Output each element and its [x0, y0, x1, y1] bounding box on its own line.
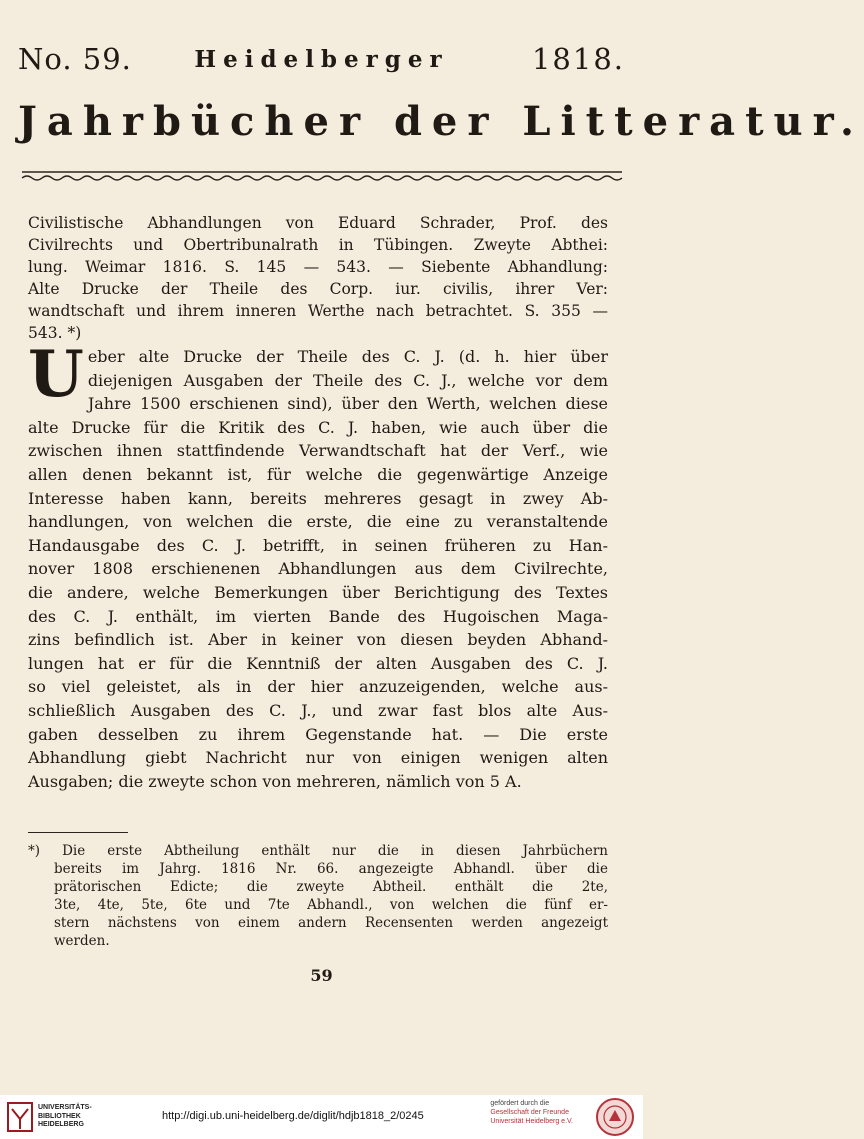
footnote-line: prätorischen Edicte; die zweyte Abtheil. enthält die 2te,	[54, 879, 608, 895]
drop-cap: U	[28, 337, 84, 412]
sponsor-org: Universität Heidelberg e.V.	[490, 1118, 573, 1125]
text-line: Jahre 1500 erschienen sind), über den Werth, welchen diese	[87, 394, 608, 414]
text-line: Interesse haben kann, bereits mehreres gesagt in zwey Ab-	[28, 488, 608, 508]
masthead	[18, 42, 625, 82]
footnote-divider	[28, 832, 128, 833]
text-line: alte Drucke für die Kritik des C. J. haben, wie auch über die	[28, 417, 608, 437]
footnote-line: *) Die erste Abtheilung enthält nur die in diesen Jahrbüchern	[28, 843, 608, 859]
library-name-line: UNIVERSITÄTS-	[38, 1104, 92, 1111]
review-line: 543. *)	[28, 324, 82, 342]
ornamental-rule	[22, 168, 622, 182]
signature-mark: 59	[310, 966, 333, 985]
review-line: Alte Drucke der Theile des Corp. iur. civilis, ihrer Ver:	[28, 280, 608, 298]
permalink-url[interactable]: http://digi.ub.uni-heidelberg.de/diglit/hdjb1818_2/0245	[162, 1110, 424, 1122]
university-seal-icon	[595, 1097, 635, 1137]
body-text	[28, 337, 608, 793]
text-line: zins befindlich ist. Aber in keiner von diesen beyden Abhand-	[28, 630, 608, 650]
footnote-line: stern nächstens von einem andern Recensenten werden angezeigt	[54, 915, 608, 931]
sponsor-label: gefördert durch die	[490, 1100, 550, 1107]
footer-bar	[0, 1095, 643, 1139]
text-line: die andere, welche Bemerkungen über Berichtigung des Textes	[28, 582, 608, 602]
review-line: lung. Weimar 1816. S. 145 — 543. — Siebente Abhandlung:	[28, 258, 608, 276]
text-line: nover 1808 erschienenen Abhandlungen aus dem Civilrechte,	[28, 559, 608, 579]
text-line: diejenigen Ausgaben der Theile des C. J., welche vor dem	[87, 370, 608, 390]
paper-name: Heidelberger	[194, 46, 449, 73]
library-logo-icon[interactable]	[6, 1101, 34, 1133]
text-line: Abhandlung giebt Nachricht nur von einigen wenigen alten	[28, 748, 608, 768]
footnote	[28, 842, 608, 950]
text-line: des C. J. enthält, im vierten Bande des Hugoischen Maga-	[28, 606, 608, 626]
text-line: handlungen, von welchen die erste, die eine zu veranstaltende	[28, 512, 608, 532]
review-header	[28, 212, 608, 344]
text-line: allen denen bekannt ist, für welche die gegenwärtige Anzeige	[28, 464, 608, 484]
text-line: schließlich Ausgaben des C. J., und zwar fast blos alte Aus-	[28, 700, 608, 720]
sponsor-text	[490, 1099, 573, 1126]
library-name-line: BIBLIOTHEK	[38, 1112, 81, 1120]
text-line: so viel geleistet, als in der hier anzuzeigenden, welche aus-	[28, 677, 608, 697]
text-line: lungen hat er für die Kenntniß der alten Ausgaben des C. J.	[28, 653, 608, 673]
library-name-line: HEIDELBERG	[38, 1121, 84, 1128]
text-line: zwischen ihnen stattfindende Verwandtschaft hat der Verf., wie	[28, 441, 608, 461]
footnote-line: bereits im Jahrg. 1816 Nr. 66. angezeigte Abhandl. über die	[54, 861, 608, 877]
text-line: eber alte Drucke der Theile des C. J. (d. h. hier über	[87, 347, 608, 366]
library-name	[38, 1104, 92, 1130]
footnote-line: werden.	[54, 933, 110, 949]
journal-title: Jahrbücher der Litteratur.	[18, 98, 864, 145]
sponsor-org: Gesellschaft der Freunde	[490, 1109, 569, 1116]
footnote-line: 3te, 4te, 5te, 6te und 7te Abhandl., von welchen die fünf er-	[54, 897, 608, 913]
text-line: gaben desselben zu ihrem Gegenstande hat. — Die erste	[28, 724, 608, 744]
review-line: wandtschaft und ihrem inneren Werthe nach betrachtet. S. 355 —	[28, 302, 608, 320]
year: 1818.	[531, 42, 625, 76]
text-line: Handausgabe des C. J. betrifft, in seinen früheren zu Han-	[28, 535, 608, 555]
review-line: Civilistische Abhandlungen von Eduard Schrader, Prof. des	[28, 214, 608, 232]
issue-number: No. 59.	[18, 42, 132, 76]
text-line: Ausgaben; die zweyte schon von mehreren, nämlich von 5 A.	[28, 771, 522, 791]
review-line: Civilrechts und Obertribunalrath in Tübingen. Zweyte Abthei:	[28, 236, 608, 254]
